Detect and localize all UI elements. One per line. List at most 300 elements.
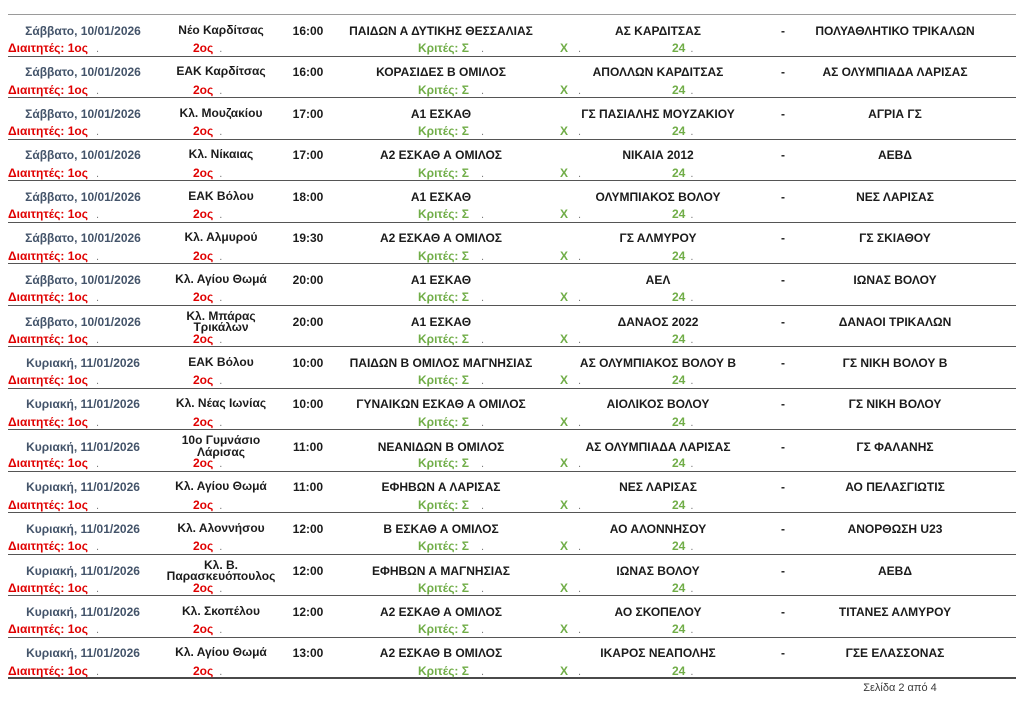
judge-x-group xyxy=(560,456,581,472)
referees-group xyxy=(8,83,99,99)
match-info-row xyxy=(8,269,1016,290)
referees-group xyxy=(8,415,99,431)
match-time: 16:00 xyxy=(292,65,324,79)
referee-2-group xyxy=(193,415,222,431)
judge-24-label: 24 xyxy=(672,248,686,263)
referee-1-label: 1ος xyxy=(67,248,88,263)
referees-group xyxy=(8,498,99,514)
referee-1-label: 1ος xyxy=(67,663,88,678)
match-block xyxy=(8,347,1016,389)
match-block xyxy=(8,596,1016,638)
referee-2-group xyxy=(193,581,222,597)
match-vs-dash: - xyxy=(781,148,785,162)
referee-2-group xyxy=(193,249,222,265)
match-date: Κυριακή, 11/01/2026 xyxy=(26,646,140,660)
referee-1-label: 1ος xyxy=(67,497,88,512)
match-away-team: ΓΣΕ ΕΛΑΣΣΟΝΑΣ xyxy=(845,646,945,660)
judges-group xyxy=(418,166,484,182)
match-date: Κυριακή, 11/01/2026 xyxy=(26,604,140,619)
judge-s-label: Σ xyxy=(461,82,469,97)
judge-s-label: Σ xyxy=(461,580,469,595)
referee-2-group xyxy=(193,83,222,99)
referee-2-label: 2ος xyxy=(193,539,214,553)
judge-x-label: Χ xyxy=(560,456,569,470)
judge-24-group xyxy=(672,539,693,555)
referees-label: Διαιτητές: xyxy=(8,290,65,304)
blank-dot: . xyxy=(95,167,100,180)
judge-s-label: Σ xyxy=(461,248,469,263)
match-away-team: ΓΣ ΦΑΛΑΝΗΣ xyxy=(856,439,934,454)
blank-dot: . xyxy=(690,126,694,138)
referees-label: Διαιτητές: xyxy=(8,248,65,263)
judge-24-label: 24 xyxy=(672,124,686,138)
blank-dot: . xyxy=(690,499,694,512)
match-home-team: ΝΕΣ ΛΑΡΙΣΑΣ xyxy=(619,480,697,494)
blank-dot: . xyxy=(95,375,100,387)
match-block xyxy=(8,430,1016,472)
match-category: ΠΑΙΔΩΝ Β ΟΜΙΛΟΣ ΜΑΓΝΗΣΙΑΣ xyxy=(349,355,533,370)
judge-s-label: Σ xyxy=(461,497,469,512)
match-category: ΕΦΗΒΩΝ Α ΛΑΡΙΣΑΣ xyxy=(381,480,501,494)
referee-2-label: 2ος xyxy=(193,248,214,263)
match-info-row xyxy=(8,103,1016,124)
judge-24-group xyxy=(672,664,693,680)
judges-group xyxy=(418,373,484,389)
judges-label: Κριτές: xyxy=(418,331,459,346)
judge-x-label: Χ xyxy=(560,414,569,429)
match-away-team: ΑΣ ΟΛΥΜΠΙΑΔΑ ΛΑΡΙΣΑΣ xyxy=(822,65,968,79)
referee-1-label: 1ος xyxy=(67,82,88,97)
match-block xyxy=(8,15,1016,57)
match-venue: Κλ. Β. Παρασκευόπουλος xyxy=(166,557,276,583)
match-home-team: ΑΣ ΟΛΥΜΠΙΑΚΟΣ ΒΟΛΟΥ Β xyxy=(579,355,737,370)
blank-dot: . xyxy=(578,624,582,636)
judges-group xyxy=(418,622,484,638)
blank-dot: . xyxy=(480,250,485,263)
blank-dot: . xyxy=(578,333,582,346)
blank-dot: . xyxy=(219,84,223,97)
blank-dot: . xyxy=(578,126,582,138)
judge-x-group xyxy=(560,124,581,140)
blank-dot: . xyxy=(578,43,582,55)
judge-24-label: 24 xyxy=(672,331,686,346)
match-venue: Κλ. Αγίου Θωμά xyxy=(175,271,267,286)
referees-label: Διαιτητές: xyxy=(8,41,65,55)
judge-x-group xyxy=(560,83,581,99)
referees-group xyxy=(8,373,99,389)
blank-dot: . xyxy=(690,333,694,346)
judge-s-label: Σ xyxy=(461,331,469,346)
match-away-team: ΓΣ ΣΚΙΑΘΟΥ xyxy=(859,231,931,245)
match-date: Κυριακή, 11/01/2026 xyxy=(26,480,140,494)
match-date: Σάββατο, 10/01/2026 xyxy=(25,23,141,38)
judges-label: Κριτές: xyxy=(418,82,459,97)
judge-x-label: Χ xyxy=(560,41,569,55)
judge-24-label: 24 xyxy=(672,497,686,512)
referee-1-label: 1ος xyxy=(67,539,88,553)
match-time: 12:00 xyxy=(292,604,324,619)
referee-2-group xyxy=(193,41,222,57)
blank-dot: . xyxy=(578,541,582,553)
match-home-team: ΑΟ ΣΚΟΠΕΛΟΥ xyxy=(614,604,702,619)
match-block xyxy=(8,638,1016,680)
match-block xyxy=(8,181,1016,223)
match-away-team: ΑΕΒΔ xyxy=(878,148,912,162)
match-vs-dash: - xyxy=(781,231,785,245)
judge-24-group xyxy=(672,290,693,306)
match-category: Α1 ΕΣΚΑΘ xyxy=(410,272,472,287)
match-vs-dash: - xyxy=(781,397,785,411)
match-category: Α2 ΕΣΚΑΘ Α ΟΜΙΛΟΣ xyxy=(380,231,502,245)
match-vs-dash: - xyxy=(781,480,785,494)
referees-row xyxy=(8,581,1016,596)
referees-label: Διαιτητές: xyxy=(8,414,65,429)
blank-dot: . xyxy=(690,292,694,304)
referee-2-group xyxy=(193,373,222,389)
judge-24-label: 24 xyxy=(672,622,686,636)
blank-dot: . xyxy=(690,84,694,97)
referees-group xyxy=(8,249,99,265)
judge-x-group xyxy=(560,207,581,223)
blank-dot: . xyxy=(690,209,694,221)
match-home-team: ΔΑΝΑΟΣ 2022 xyxy=(617,315,699,329)
match-time: 20:00 xyxy=(292,315,324,329)
match-date: Σάββατο, 10/01/2026 xyxy=(25,189,141,204)
match-venue: Κλ. Νίκαιας xyxy=(188,147,254,162)
match-info-row xyxy=(8,557,1016,583)
blank-dot: . xyxy=(219,416,223,429)
referees-group xyxy=(8,41,99,57)
match-vs-dash: - xyxy=(781,646,785,660)
referee-1-label: 1ος xyxy=(67,207,88,221)
match-block xyxy=(8,264,1016,306)
referees-row xyxy=(8,456,1016,471)
judge-24-label: 24 xyxy=(672,41,686,55)
blank-dot: . xyxy=(480,333,485,346)
referee-2-label: 2ος xyxy=(193,497,214,512)
referee-1-label: 1ος xyxy=(67,331,88,346)
blank-dot: . xyxy=(578,250,582,263)
blank-dot: . xyxy=(219,43,223,55)
judge-24-label: 24 xyxy=(672,663,686,678)
referee-2-label: 2ος xyxy=(193,207,214,221)
match-date: Κυριακή, 11/01/2026 xyxy=(26,355,140,370)
match-venue: Κλ. Αλοννήσου xyxy=(177,520,265,535)
referees-group xyxy=(8,166,99,182)
match-time: 11:00 xyxy=(292,439,324,454)
match-venue: Κλ. Σκοπέλου xyxy=(182,603,260,618)
judge-24-group xyxy=(672,498,693,514)
blank-dot: . xyxy=(578,292,582,304)
judge-s-label: Σ xyxy=(461,41,469,55)
referee-2-group xyxy=(193,124,222,140)
blank-dot: . xyxy=(690,375,694,387)
blank-dot: . xyxy=(690,665,694,678)
referees-label: Διαιτητές: xyxy=(8,124,65,138)
referees-label: Διαιτητές: xyxy=(8,539,65,553)
judge-x-group xyxy=(560,581,581,597)
referee-1-label: 1ος xyxy=(67,373,88,387)
blank-dot: . xyxy=(95,43,100,55)
match-time: 20:00 xyxy=(292,272,324,287)
judge-x-group xyxy=(560,41,581,57)
match-vs-dash: - xyxy=(781,189,785,204)
blank-dot: . xyxy=(480,375,485,387)
referees-row xyxy=(8,664,1016,679)
blank-dot: . xyxy=(95,209,100,221)
judges-label: Κριτές: xyxy=(418,580,459,595)
match-category: Β ΕΣΚΑΘ Α ΟΜΙΛΟΣ xyxy=(383,521,499,536)
referee-2-group xyxy=(193,290,222,306)
match-category: ΠΑΙΔΩΝ Α ΔΥΤΙΚΗΣ ΘΕΣΣΑΛΙΑΣ xyxy=(349,23,533,38)
match-venue: ΕΑΚ Βόλου xyxy=(188,188,254,203)
referees-row xyxy=(8,249,1016,264)
match-info-row xyxy=(8,145,1016,166)
blank-dot: . xyxy=(480,458,485,470)
referee-2-label: 2ος xyxy=(193,165,214,180)
blank-dot: . xyxy=(219,250,223,263)
match-home-team: ΑΣ ΚΑΡΔΙΤΣΑΣ xyxy=(614,23,701,38)
referee-2-label: 2ος xyxy=(193,580,214,595)
referee-2-label: 2ος xyxy=(193,622,214,636)
judge-x-group xyxy=(560,373,581,389)
match-info-row xyxy=(8,518,1016,539)
judge-s-label: Σ xyxy=(461,373,469,387)
referee-2-label: 2ος xyxy=(193,373,214,387)
referee-2-group xyxy=(193,664,222,680)
blank-dot: . xyxy=(95,458,100,470)
judge-x-label: Χ xyxy=(560,497,569,512)
referee-1-label: 1ος xyxy=(67,580,88,595)
referees-group xyxy=(8,332,99,348)
judges-group xyxy=(418,249,484,265)
blank-dot: . xyxy=(95,84,100,97)
match-home-team: ΑΟ ΑΛΟΝΝΗΣΟΥ xyxy=(609,521,707,536)
match-vs-dash: - xyxy=(781,355,785,370)
referees-row xyxy=(8,83,1016,98)
judge-24-group xyxy=(672,456,693,472)
blank-dot: . xyxy=(480,541,485,553)
referees-group xyxy=(8,581,99,597)
referees-group xyxy=(8,622,99,638)
match-home-team: ΑΣ ΟΛΥΜΠΙΑΔΑ ΛΑΡΙΣΑΣ xyxy=(585,439,731,454)
match-venue: 10ο Γυμνάσιο Λάρισας xyxy=(181,433,261,459)
match-time: 11:00 xyxy=(292,480,324,494)
referee-1-label: 1ος xyxy=(67,41,88,55)
judges-group xyxy=(418,207,484,223)
blank-dot: . xyxy=(219,375,223,387)
match-block xyxy=(8,98,1016,140)
match-info-row xyxy=(8,352,1016,373)
match-home-team: ΑΕΛ xyxy=(645,272,671,287)
judge-s-label: Σ xyxy=(461,663,469,678)
blank-dot: . xyxy=(690,624,694,636)
judges-label: Κριτές: xyxy=(418,41,459,55)
match-category: Α2 ΕΣΚΑΘ Β ΟΜΙΛΟΣ xyxy=(379,646,503,660)
referees-row xyxy=(8,415,1016,430)
match-venue: Κλ. Νέας Ιωνίας xyxy=(175,396,267,411)
blank-dot: . xyxy=(578,665,582,678)
match-venue: Κλ. Αλμυρού xyxy=(184,230,258,245)
judges-label: Κριτές: xyxy=(418,663,459,678)
match-away-team: ΓΣ ΝΙΚΗ ΒΟΛΟΥ xyxy=(848,397,942,411)
judges-group xyxy=(418,41,484,57)
blank-dot: . xyxy=(480,292,485,304)
match-away-team: ΤΙΤΑΝΕΣ ΑΛΜΥΡΟΥ xyxy=(838,604,952,619)
match-time: 12:00 xyxy=(292,564,324,578)
match-block xyxy=(8,513,1016,555)
judges-label: Κριτές: xyxy=(418,622,459,636)
match-home-team: ΓΣ ΑΛΜΥΡΟΥ xyxy=(619,231,697,245)
match-block xyxy=(8,389,1016,431)
match-time: 19:30 xyxy=(292,231,324,245)
referees-row xyxy=(8,207,1016,222)
judge-24-group xyxy=(672,166,693,182)
judge-24-group xyxy=(672,581,693,597)
blank-dot: . xyxy=(219,624,223,636)
blank-dot: . xyxy=(578,499,582,512)
match-away-team: ΑΓΡΙΑ ΓΣ xyxy=(868,106,922,121)
match-time: 18:00 xyxy=(292,189,324,204)
blank-dot: . xyxy=(690,416,694,429)
match-vs-dash: - xyxy=(781,65,785,79)
referees-group xyxy=(8,207,99,223)
blank-dot: . xyxy=(219,458,223,470)
match-vs-dash: - xyxy=(781,23,785,38)
blank-dot: . xyxy=(690,250,694,263)
judge-24-label: 24 xyxy=(672,456,686,470)
match-date: Σάββατο, 10/01/2026 xyxy=(25,148,141,162)
blank-dot: . xyxy=(480,126,485,138)
referee-2-group xyxy=(193,498,222,514)
judges-label: Κριτές: xyxy=(418,539,459,553)
match-venue: Νέο Καρδίτσας xyxy=(178,22,264,37)
judges-label: Κριτές: xyxy=(418,124,459,138)
blank-dot: . xyxy=(480,43,485,55)
referees-label: Διαιτητές: xyxy=(8,373,65,387)
referees-label: Διαιτητές: xyxy=(8,82,65,97)
judges-label: Κριτές: xyxy=(418,414,459,429)
match-block xyxy=(8,306,1016,348)
referees-group xyxy=(8,290,99,306)
blank-dot: . xyxy=(219,582,223,595)
referees-group xyxy=(8,124,99,140)
judge-24-label: 24 xyxy=(672,82,686,97)
blank-dot: . xyxy=(95,416,100,429)
match-home-team: ΝΙΚΑΙΑ 2012 xyxy=(622,148,694,162)
judge-x-group xyxy=(560,498,581,514)
match-date: Κυριακή, 11/01/2026 xyxy=(26,564,140,578)
match-time: 17:00 xyxy=(292,106,324,121)
judge-x-label: Χ xyxy=(560,663,569,678)
match-category: Α1 ΕΣΚΑΘ xyxy=(410,315,472,329)
judge-s-label: Σ xyxy=(461,456,469,470)
match-date: Κυριακή, 11/01/2026 xyxy=(26,521,140,536)
blank-dot: . xyxy=(95,499,100,512)
judge-x-label: Χ xyxy=(560,165,569,180)
blank-dot: . xyxy=(578,167,582,180)
match-away-team: ΙΩΝΑΣ ΒΟΛΟΥ xyxy=(853,272,937,287)
judges-group xyxy=(418,332,484,348)
judges-group xyxy=(418,664,484,680)
referee-1-label: 1ος xyxy=(67,414,88,429)
match-date: Σάββατο, 10/01/2026 xyxy=(25,106,141,121)
referee-1-label: 1ος xyxy=(67,622,88,636)
judge-x-label: Χ xyxy=(560,373,569,387)
blank-dot: . xyxy=(480,624,485,636)
referee-2-label: 2ος xyxy=(193,331,214,346)
blank-dot: . xyxy=(480,416,485,429)
match-block xyxy=(8,472,1016,514)
blank-dot: . xyxy=(95,541,100,553)
judge-x-group xyxy=(560,664,581,680)
match-away-team: ΓΣ ΝΙΚΗ ΒΟΛΟΥ Β xyxy=(842,355,948,370)
referees-row xyxy=(8,373,1016,388)
match-date: Κυριακή, 11/01/2026 xyxy=(26,439,140,454)
blank-dot: . xyxy=(95,624,100,636)
match-info-row xyxy=(8,20,1016,41)
match-info-row xyxy=(8,643,1016,664)
referees-group xyxy=(8,539,99,555)
referees-row xyxy=(8,166,1016,181)
judges-group xyxy=(418,498,484,514)
referee-2-label: 2ος xyxy=(193,124,214,138)
judge-24-label: 24 xyxy=(672,539,686,553)
referees-row xyxy=(8,124,1016,139)
referee-2-label: 2ος xyxy=(193,456,214,470)
judge-x-label: Χ xyxy=(560,622,569,636)
judge-24-group xyxy=(672,415,693,431)
judge-x-group xyxy=(560,415,581,431)
referee-2-label: 2ος xyxy=(193,414,214,429)
judge-24-group xyxy=(672,207,693,223)
judge-s-label: Σ xyxy=(461,539,469,553)
schedule-table xyxy=(8,14,1016,679)
match-vs-dash: - xyxy=(781,315,785,329)
match-info-row xyxy=(8,477,1016,498)
judges-group xyxy=(418,290,484,306)
judge-24-group xyxy=(672,249,693,265)
match-info-row xyxy=(8,394,1016,415)
judge-x-label: Χ xyxy=(560,124,569,138)
blank-dot: . xyxy=(690,458,694,470)
blank-dot: . xyxy=(480,665,485,678)
referee-2-group xyxy=(193,456,222,472)
judge-x-label: Χ xyxy=(560,331,569,346)
blank-dot: . xyxy=(95,250,100,263)
match-away-team: ΑΕΒΔ xyxy=(878,564,912,578)
match-home-team: ΓΣ ΠΑΣΙΑΛΗΣ ΜΟΥΖΑΚΙΟΥ xyxy=(581,106,735,121)
judge-x-group xyxy=(560,539,581,555)
match-category: Α2 ΕΣΚΑΘ Α ΟΜΙΛΟΣ xyxy=(380,148,502,162)
judge-x-group xyxy=(560,622,581,638)
match-category: ΕΦΗΒΩΝ Α ΜΑΓΝΗΣΙΑΣ xyxy=(372,564,510,578)
judge-24-label: 24 xyxy=(672,373,686,387)
blank-dot: . xyxy=(219,167,223,180)
match-date: Σάββατο, 10/01/2026 xyxy=(25,315,141,329)
blank-dot: . xyxy=(219,665,223,678)
judge-24-group xyxy=(672,41,693,57)
judge-24-label: 24 xyxy=(672,165,686,180)
match-away-team: ΑΝΟΡΘΩΣΗ U23 xyxy=(847,521,943,536)
judge-x-label: Χ xyxy=(560,580,569,595)
judge-24-label: 24 xyxy=(672,290,686,304)
blank-dot: . xyxy=(219,499,223,512)
referee-2-group xyxy=(193,166,222,182)
match-info-row xyxy=(8,433,1016,459)
referees-label: Διαιτητές: xyxy=(8,331,65,346)
judges-group xyxy=(418,581,484,597)
